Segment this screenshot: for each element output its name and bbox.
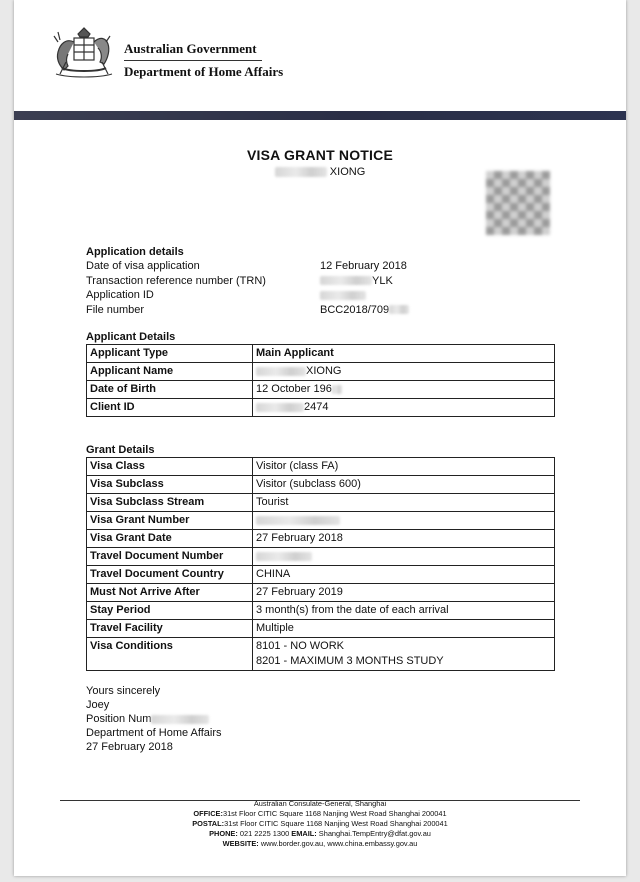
position-label: Position Num <box>86 713 152 725</box>
list-item <box>86 303 409 318</box>
table-cell-label: Visa Class <box>87 458 253 476</box>
table-row <box>87 638 555 671</box>
table-row <box>87 345 555 363</box>
trn-suffix: YLK <box>372 274 393 287</box>
table-row <box>87 363 555 381</box>
consulate-name: Australian Consulate-General, Shanghai <box>253 799 387 808</box>
website-label: WEBSITE: <box>222 839 259 848</box>
table-cell-value: Visitor (class FA) <box>253 458 555 476</box>
field-label: Date of visa application <box>86 260 200 272</box>
australian-government-label: Australian Government <box>124 41 262 61</box>
table-cell-label: Visa Grant Date <box>87 530 253 548</box>
file-number-prefix: BCC2018/709 <box>320 303 390 316</box>
email-address: Shanghai.TempEntry@dfat.gov.au <box>318 829 431 838</box>
application-details-list <box>86 259 409 317</box>
table-cell-value <box>253 512 555 530</box>
list-item <box>86 259 409 274</box>
table-row <box>87 584 555 602</box>
table-row <box>87 399 555 417</box>
footer-office-line <box>14 809 626 819</box>
redacted-value <box>320 291 366 300</box>
closing-salutation: Yours sincerely <box>86 685 161 697</box>
list-item <box>86 274 409 289</box>
table-cell-value: 3 month(s) from the date of each arrival <box>253 602 555 620</box>
redacted-value <box>256 367 306 376</box>
footer-contact-line <box>14 829 626 839</box>
table-cell-value <box>253 638 555 671</box>
field-value <box>320 274 393 289</box>
applicant-surname-cell: XIONG <box>306 365 342 377</box>
table-row <box>87 458 555 476</box>
field-label: File number <box>86 303 145 316</box>
document-page <box>14 0 626 876</box>
table-cell-value: CHINA <box>253 566 555 584</box>
redacted-qr-code <box>486 171 550 235</box>
table-row <box>87 566 555 584</box>
application-details-heading: Application details <box>86 246 184 258</box>
table-row <box>87 512 555 530</box>
table-cell-value: Tourist <box>253 494 555 512</box>
visa-condition-8201: 8201 - MAXIMUM 3 MONTHS STUDY <box>256 655 444 667</box>
postal-address: 31st Floor CITIC Square 1168 Nanjing West Road Shanghai 200041 <box>224 819 448 828</box>
table-cell-value <box>253 399 555 417</box>
redacted-value <box>256 552 312 561</box>
redacted-value <box>320 276 372 285</box>
redacted-value <box>256 516 340 525</box>
signer-department: Department of Home Affairs <box>86 727 222 739</box>
applicant-surname: XIONG <box>329 166 366 178</box>
table-cell-label: Stay Period <box>87 602 253 620</box>
government-title <box>124 41 283 80</box>
date-of-birth-partial: 12 October 196 <box>256 383 332 395</box>
office-address: 31st Floor CITIC Square 1168 Nanjing West Road Shanghai 200041 <box>222 809 447 818</box>
table-row <box>87 530 555 548</box>
table-cell-label: Visa Conditions <box>87 638 253 671</box>
visa-condition-8101: 8101 - NO WORK <box>256 640 345 652</box>
field-label: Application ID <box>86 289 154 301</box>
table-row <box>87 476 555 494</box>
header-band <box>14 111 626 120</box>
field-value: 12 February 2018 <box>320 260 407 272</box>
footer-postal-line <box>14 819 626 829</box>
notice-title: VISA GRANT NOTICE <box>247 147 393 163</box>
office-label: OFFICE: <box>193 809 223 818</box>
table-cell-label: Must Not Arrive After <box>87 584 253 602</box>
grant-details-table <box>86 457 555 671</box>
field-value <box>320 288 366 303</box>
grant-details-heading: Grant Details <box>86 444 155 456</box>
email-label: EMAIL: <box>291 829 317 838</box>
field-label: Transaction reference number (TRN) <box>86 274 266 287</box>
redacted-value <box>256 403 304 412</box>
table-row <box>87 548 555 566</box>
field-value <box>320 303 409 318</box>
coat-of-arms-icon <box>48 24 120 82</box>
table-row <box>87 602 555 620</box>
letterhead <box>14 0 626 110</box>
phone-label: PHONE: <box>209 829 238 838</box>
table-row <box>87 494 555 512</box>
table-cell-value: 27 February 2018 <box>253 530 555 548</box>
table-cell-value <box>253 548 555 566</box>
table-cell-value: 27 February 2019 <box>253 584 555 602</box>
signer-name: Joey <box>86 699 110 711</box>
postal-label: POSTAL: <box>192 819 225 828</box>
table-cell-label: Travel Facility <box>87 620 253 638</box>
closing-date: 27 February 2018 <box>86 741 173 753</box>
client-id-suffix: 2474 <box>304 401 329 413</box>
table-cell-value <box>253 381 555 399</box>
table-cell-label: Applicant Name <box>87 363 253 381</box>
table-row <box>87 620 555 638</box>
redacted-value <box>332 385 342 394</box>
department-label: Department of Home Affairs <box>124 64 284 79</box>
table-cell-label: Date of Birth <box>87 381 253 399</box>
signer-position <box>86 712 222 726</box>
table-cell-label: Visa Subclass Stream <box>87 494 253 512</box>
table-cell-value: Main Applicant <box>253 345 555 363</box>
table-cell-label: Applicant Type <box>87 345 253 363</box>
table-cell-label: Visa Grant Number <box>87 512 253 530</box>
table-cell-label: Travel Document Number <box>87 548 253 566</box>
footer <box>14 799 626 849</box>
applicant-details-table <box>86 344 555 417</box>
redacted-given-name <box>275 167 327 177</box>
redacted-value <box>151 715 209 724</box>
footer-website-line <box>14 839 626 849</box>
list-item <box>86 288 409 303</box>
closing-block <box>86 684 222 754</box>
table-cell-label: Visa Subclass <box>87 476 253 494</box>
applicant-details-heading: Applicant Details <box>86 331 176 343</box>
redacted-value <box>389 305 409 314</box>
table-cell-label: Travel Document Country <box>87 566 253 584</box>
table-row <box>87 381 555 399</box>
table-cell-value: Multiple <box>253 620 555 638</box>
table-cell-value <box>253 363 555 381</box>
phone-number: 021 2225 1300 <box>239 829 290 838</box>
table-cell-value: Visitor (subclass 600) <box>253 476 555 494</box>
website-urls: www.border.gov.au, www.china.embassy.gov.au <box>260 839 418 848</box>
table-cell-label: Client ID <box>87 399 253 417</box>
